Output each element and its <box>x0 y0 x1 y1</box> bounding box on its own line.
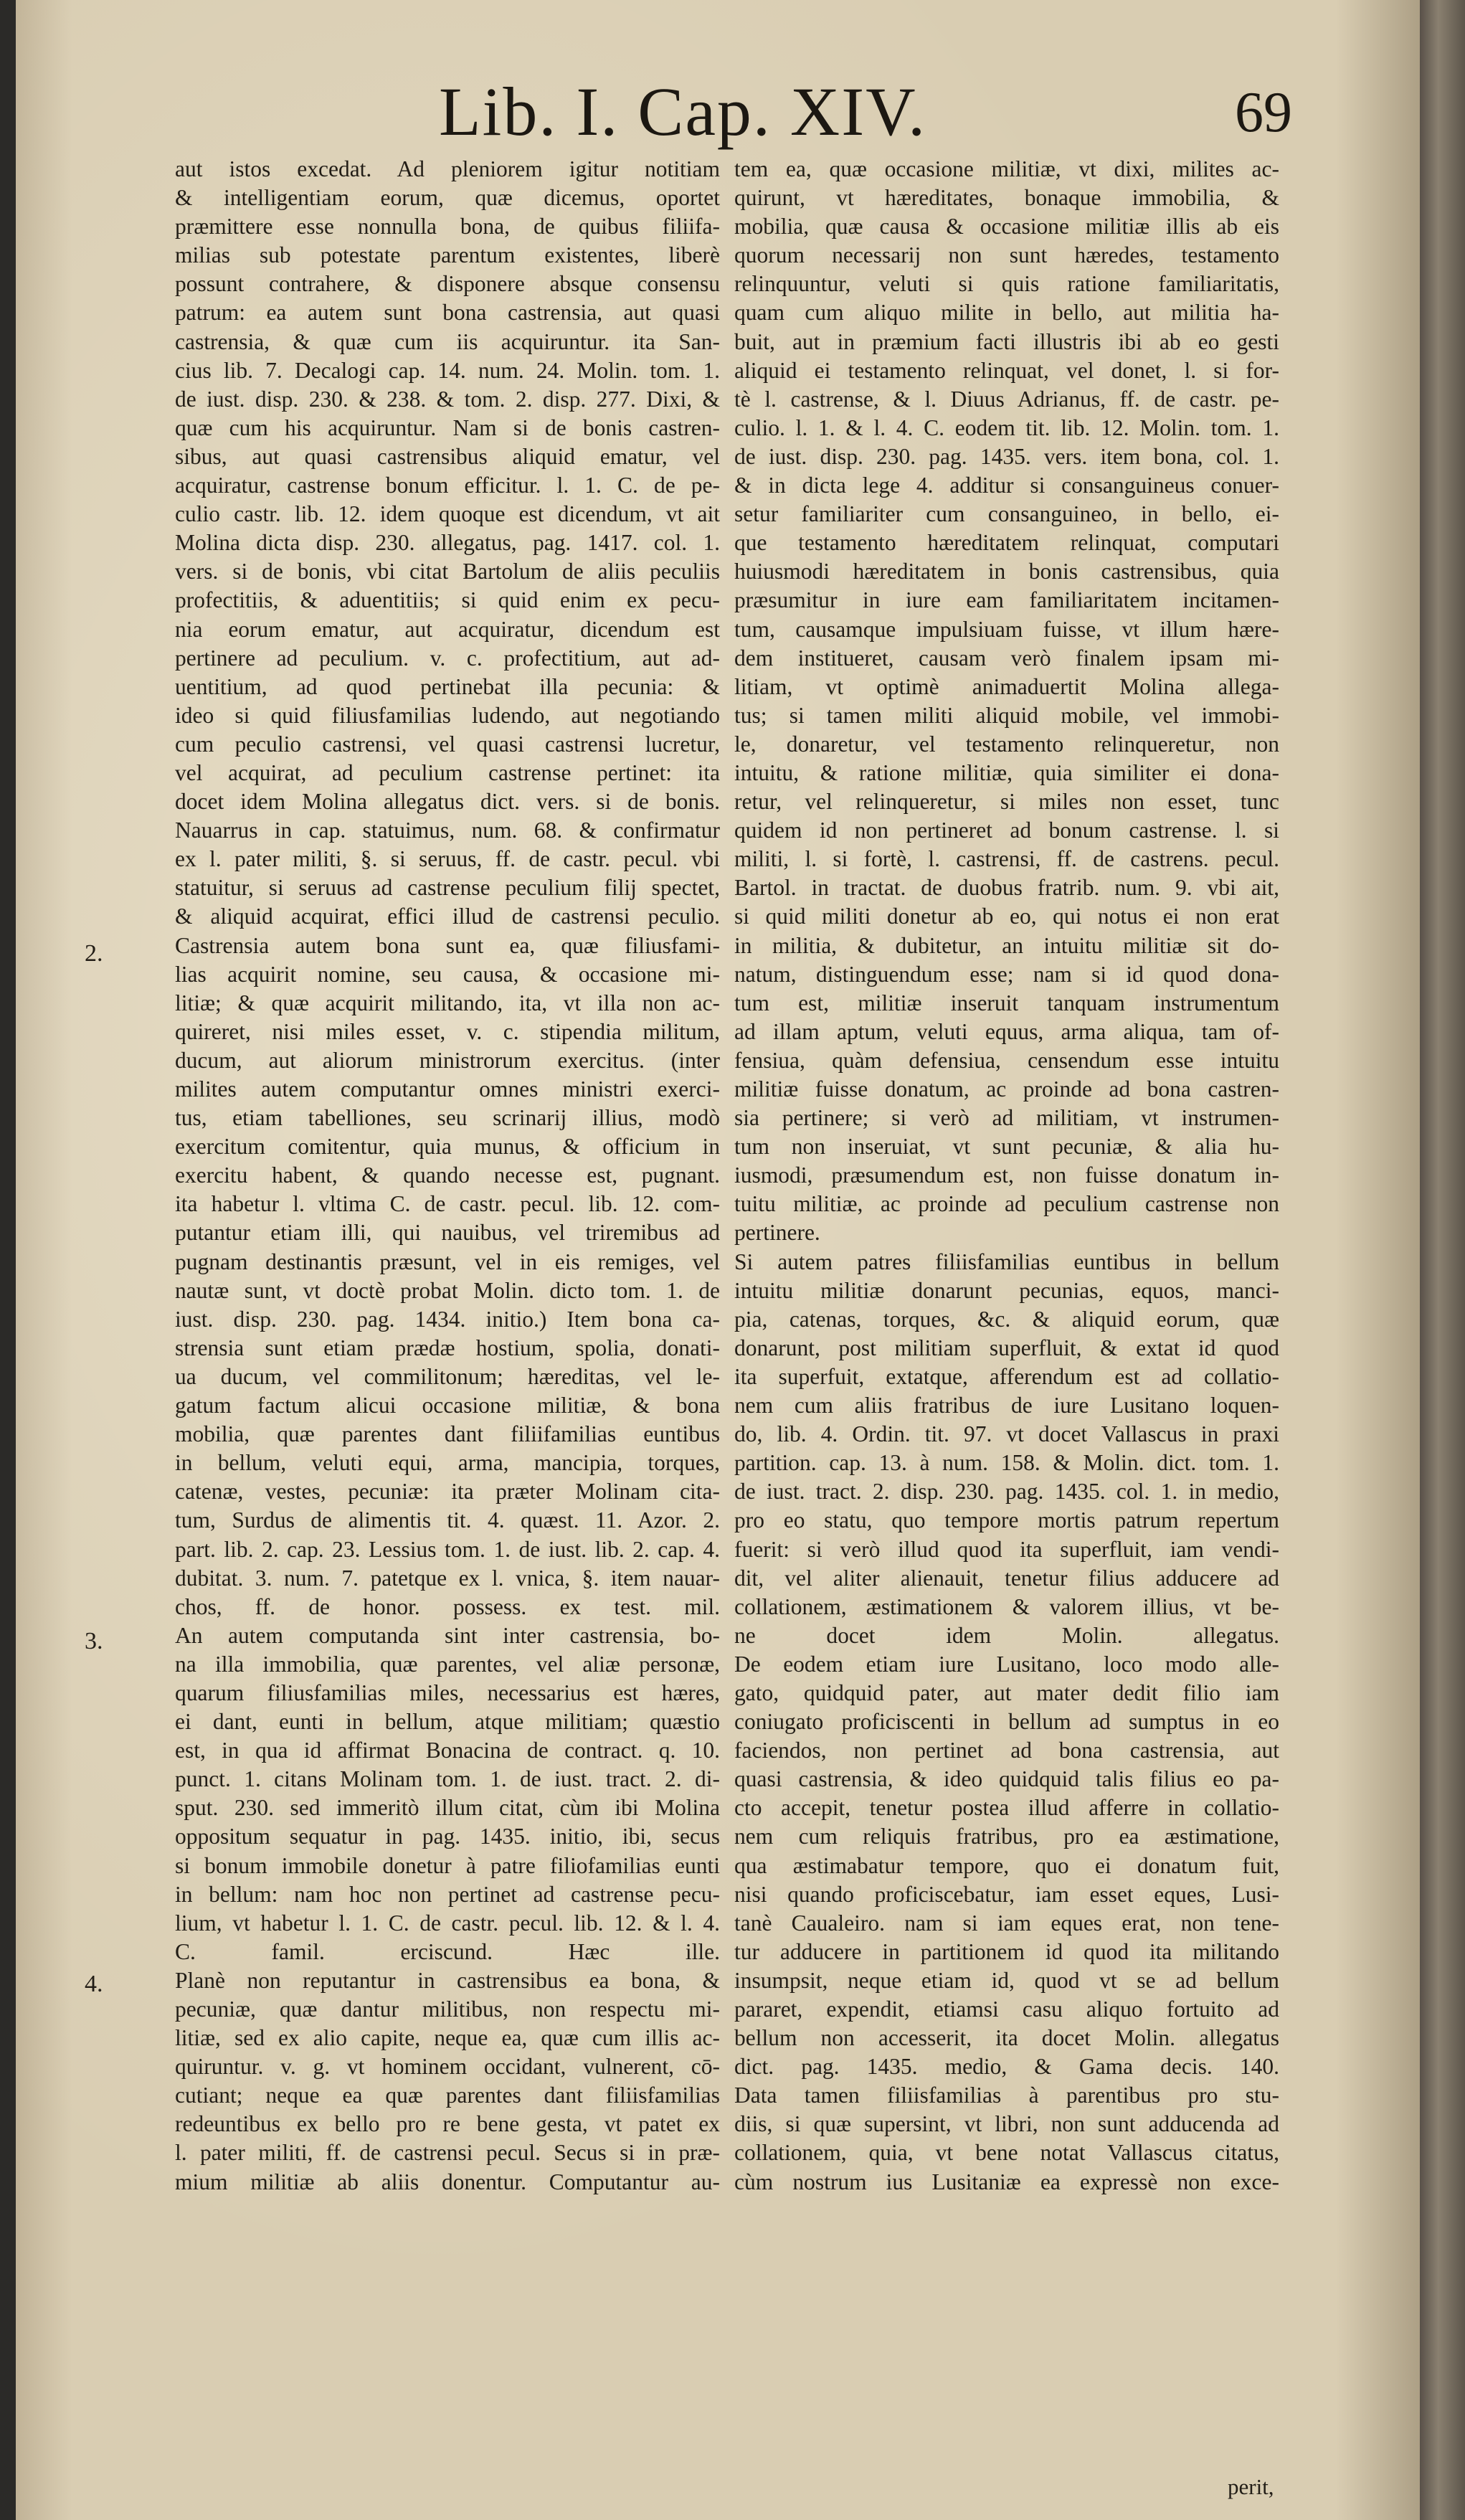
text-line: dit, vel aliter alienauit, tenetur filius adducere ad <box>734 1565 1279 1591</box>
text-line: quirunt, vt hæreditates, bonaque immobilia, & <box>734 185 1279 211</box>
text-line: Planè non reputantur in castrensibus ea bona, & <box>175 1967 720 1993</box>
text-line: cùm nostrum ius Lusitaniæ ea expressè non exce- <box>734 2169 1279 2194</box>
text-line: litiæ, sed ex alio capite, neque ea, quæ cum illis ac- <box>175 2025 720 2051</box>
text-line: si quid militi donetur ab eo, qui notus ei non erat <box>734 904 1279 929</box>
text-line: nisi quando proficiscebatur, iam esset eques, Lusi- <box>734 1881 1279 1907</box>
text-line: part. lib. 2. cap. 23. Lessius tom. 1. de iust. lib. 2. cap. 4. <box>175 1536 720 1562</box>
text-line: possunt contrahere, & disponere absque consensu <box>175 271 720 297</box>
text-line: in bellum: nam hoc non pertinet ad castrense pecu- <box>175 1881 720 1907</box>
right-column <box>734 155 1279 2197</box>
text-line: sput. 230. sed immeritò illum citat, cùm ibi Molina <box>175 1795 720 1821</box>
text-line: mobilia, quæ parentes dant filiifamilias euntibus <box>175 1421 720 1447</box>
text-line: lias acquirit nomine, seu causa, & occasione mi- <box>175 961 720 987</box>
text-line: tus; si tamen militi aliquid mobile, vel immobi- <box>734 702 1279 728</box>
text-line: pugnam destinantis præsunt, vel in eis remiges, vel <box>175 1249 720 1274</box>
text-line: Molina dicta disp. 230. allegatus, pag. 1417. col. 1. <box>175 530 720 556</box>
text-line: mobilia, quæ causa & occasione militiæ illis ab eis <box>734 214 1279 240</box>
page-number: 69 <box>1235 81 1292 144</box>
text-line: militiæ fuisse donatum, ac proinde ad bona castren- <box>734 1076 1279 1102</box>
text-line: & aliquid acquirat, effici illud de castrensi peculio. <box>175 904 720 929</box>
text-line: pecuniæ, quæ dantur militibus, non respectu mi- <box>175 1996 720 2022</box>
text-line: castrensia, & quæ cum iis acquiruntur. ita San- <box>175 328 720 354</box>
text-line: que testamento hæreditatem relinquat, computari <box>734 530 1279 556</box>
text-line: De eodem etiam iure Lusitano, loco modo alle- <box>734 1651 1279 1677</box>
text-line: est, in qua id affirmat Bonacina de contract. q. 10. <box>175 1738 720 1763</box>
text-line: sia pertinere; si verò ad militiam, vt instrumen- <box>734 1105 1279 1131</box>
text-line: tem ea, quæ occasione militiæ, vt dixi, milites ac- <box>734 156 1279 181</box>
margin-number-2: 2. <box>85 940 103 967</box>
text-line: collationem, quia, vt bene notat Vallascus citatus, <box>734 2140 1279 2166</box>
page-header <box>16 63 1420 156</box>
text-line: faciendos, non pertinet ad bona castrensia, aut <box>734 1738 1279 1763</box>
text-line: donarunt, post militiam superfluit, & extat id quod <box>734 1335 1279 1360</box>
text-line: dict. pag. 1435. medio, & Gama decis. 140. <box>734 2054 1279 2080</box>
left-column <box>175 155 720 2197</box>
text-line: quarum filiusfamilias miles, necessarius est hæres, <box>175 1680 720 1705</box>
text-line: le, donaretur, vel testamento relinqueretur, non <box>734 731 1279 757</box>
text-line: na illa immobilia, quæ parentes, vel aliæ personæ, <box>175 1651 720 1677</box>
book-page <box>16 0 1420 2520</box>
text-line: de iust. disp. 230. & 238. & tom. 2. disp. 277. Dixi, & <box>175 386 720 412</box>
text-line: tus, etiam tabelliones, seu scrinarij illius, modò <box>175 1105 720 1131</box>
text-line: Bartol. in tractat. de duobus fratrib. num. 9. vbi ait, <box>734 875 1279 901</box>
text-line: intuitu militiæ donarunt pecunias, equos, manci- <box>734 1277 1279 1303</box>
text-line: sibus, aut quasi castrensibus aliquid ematur, vel <box>175 443 720 469</box>
text-line: cutiant; neque ea quæ parentes dant filiisfamilias <box>175 2083 720 2108</box>
text-line: præsumitur in iure eam familiaritatem incitamen- <box>734 587 1279 613</box>
text-line: nautæ sunt, vt doctè probat Molin. dicto tom. 1. de <box>175 1277 720 1303</box>
text-line: Nauarrus in cap. statuimus, num. 68. & confirmatur <box>175 818 720 843</box>
text-line: in bellum, veluti equi, arma, mancipia, torques, <box>175 1450 720 1476</box>
text-line: setur familiariter cum consanguineo, in bello, ei- <box>734 501 1279 527</box>
text-line: do, lib. 4. Ordin. tit. 97. vt docet Vallascus in praxi <box>734 1421 1279 1447</box>
text-line: pararet, expendit, etiamsi casu aliquo fortuito ad <box>734 1996 1279 2022</box>
text-line: dubitat. 3. num. 7. patetque ex l. vnica, §. item nauar- <box>175 1565 720 1591</box>
text-line: natum, distinguendum esse; nam si id quod dona- <box>734 961 1279 987</box>
text-line: milites autem computantur omnes ministri exerci- <box>175 1076 720 1102</box>
text-line: partition. cap. 13. à num. 158. & Molin. dict. tom. 1. <box>734 1450 1279 1476</box>
text-line: tè l. castrense, & l. Diuus Adrianus, ff. de castr. pe- <box>734 386 1279 412</box>
text-line: qua æstimabatur tempore, quo ei donatum fuit, <box>734 1852 1279 1878</box>
text-line: fuerit: si verò illud quod ita superfluit, iam vendi- <box>734 1536 1279 1562</box>
text-line: huiusmodi hæreditatem in bonis castrensibus, quia <box>734 559 1279 584</box>
text-line: tanè Caualeiro. nam si iam eques erat, non tene- <box>734 1910 1279 1936</box>
text-line: insumpsit, neque etiam id, quod vt se ad bellum <box>734 1967 1279 1993</box>
text-line: docet idem Molina allegatus dict. vers. si de bonis. <box>175 789 720 815</box>
text-line: cius lib. 7. Decalogi cap. 14. num. 24. Molin. tom. 1. <box>175 357 720 383</box>
text-line: putantur etiam illi, qui nauibus, vel triremibus ad <box>175 1220 720 1246</box>
catchword: perit, <box>1228 2474 1274 2499</box>
text-line: profectitiis, & aduentitiis; si quid enim ex pecu- <box>175 587 720 613</box>
running-head: Lib. I. Cap. XIV. <box>439 73 927 150</box>
text-line: culio. l. 1. & l. 4. C. eodem tit. lib. 12. Molin. tom. 1. <box>734 415 1279 440</box>
text-line: pia, catenas, torques, &c. & aliquid eorum, quæ <box>734 1306 1279 1332</box>
text-line: buit, aut in præmium facti illustris ibi ab eo gesti <box>734 328 1279 354</box>
text-line: tum est, militiæ inseruit tanquam instrumentum <box>734 990 1279 1015</box>
text-line: litiæ; & quæ acquirit militando, ita, vt illa non ac- <box>175 990 720 1015</box>
text-line: militi, l. si fortè, l. castrensi, ff. de castrens. pecul. <box>734 846 1279 872</box>
text-line: ita habetur l. vltima C. de castr. pecul. lib. 12. com- <box>175 1191 720 1217</box>
text-line: Castrensia autem bona sunt ea, quæ filiusfami- <box>175 932 720 958</box>
text-line: pertinere ad peculium. v. c. profectitium, aut ad- <box>175 645 720 671</box>
text-line: gato, quidquid pater, aut mater dedit filio iam <box>734 1680 1279 1705</box>
text-line: aut istos excedat. Ad pleniorem igitur notitiam <box>175 156 720 181</box>
text-line: quam cum aliquo milite in bello, aut militia ha- <box>734 300 1279 326</box>
text-line: si bonum immobile donetur à patre filiofamilias eunti <box>175 1852 720 1878</box>
text-line: lium, vt habetur l. 1. C. de castr. pecul. lib. 12. & l. 4. <box>175 1910 720 1936</box>
text-line: nem cum reliquis fratribus, pro ea æstimatione, <box>734 1824 1279 1849</box>
text-line: dem institueret, causam verò finalem ipsam mi- <box>734 645 1279 671</box>
text-line: quæ cum his acquiruntur. Nam si de bonis castren- <box>175 415 720 440</box>
text-line: iusmodi, præsumendum est, non fuisse donatum in- <box>734 1162 1279 1188</box>
book-edge <box>1420 0 1465 2520</box>
text-line: de iust. tract. 2. disp. 230. pag. 1435. col. 1. in medio, <box>734 1479 1279 1505</box>
text-line: redeuntibus ex bello pro re bene gesta, vt patet ex <box>175 2111 720 2137</box>
text-line: & intelligentiam eorum, quæ dicemus, oportet <box>175 185 720 211</box>
text-line: Data tamen filiisfamilias à parentibus pro stu- <box>734 2083 1279 2108</box>
text-line: chos, ff. de honor. possess. ex test. mil. <box>175 1593 720 1619</box>
text-line: cto accepit, tenetur postea illud afferre in collatio- <box>734 1795 1279 1821</box>
text-line: intuitu, & ratione militiæ, quia similiter ei dona- <box>734 759 1279 785</box>
text-line: mium militiæ ab aliis donentur. Computantur au- <box>175 2169 720 2194</box>
text-line: ei dant, eunti in bellum, atque militiam; quæstio <box>175 1709 720 1735</box>
text-line: milias sub potestate parentum existentes, liberè <box>175 242 720 268</box>
text-line: punct. 1. citans Molinam tom. 1. de iust. tract. 2. di- <box>175 1766 720 1792</box>
text-line: diis, si quæ supersint, vt libri, non sunt adducenda ad <box>734 2111 1279 2137</box>
text-line: tum non inseruiat, vt sunt pecuniæ, & alia hu- <box>734 1134 1279 1160</box>
text-line: retur, vel relinqueretur, si miles non esset, tunc <box>734 789 1279 815</box>
text-line: ne docet idem Molin. allegatus. <box>734 1622 1279 1648</box>
text-line: vers. si de bonis, vbi citat Bartolum de aliis peculiis <box>175 559 720 584</box>
text-line: uentitium, ad quod pertinebat illa pecunia: & <box>175 673 720 699</box>
text-line: præmittere esse nonnulla bona, de quibus filiifa- <box>175 214 720 240</box>
text-line: ex l. pater militi, §. si seruus, ff. de castr. pecul. vbi <box>175 846 720 872</box>
text-line: quiruntur. v. g. vt hominem occidant, vulnerent, cō- <box>175 2054 720 2080</box>
text-line: ua ducum, vel commilitonum; hæreditas, vel le- <box>175 1363 720 1389</box>
text-line: strensia sunt etiam prædæ hostium, spolia, donati- <box>175 1335 720 1360</box>
text-line: acquiratur, castrense bonum efficitur. l. 1. C. de pe- <box>175 473 720 498</box>
text-line: tur adducere in partitionem id quod ita militando <box>734 1938 1279 1964</box>
text-line: bellum non accesserit, ita docet Molin. allegatus <box>734 2025 1279 2051</box>
text-line: cum peculio castrensi, vel quasi castrensi lucretur, <box>175 731 720 757</box>
text-line: pro eo statu, quo tempore mortis patrum repertum <box>734 1507 1279 1533</box>
text-line: in militia, & dubitetur, an intuitu militiæ sit do- <box>734 932 1279 958</box>
margin-number-4: 4. <box>85 1971 103 1997</box>
text-line: quasi castrensia, & ideo quidquid talis filius eo pa- <box>734 1766 1279 1792</box>
text-line: l. pater militi, ff. de castrensi pecul. Secus si in præ- <box>175 2140 720 2166</box>
text-line: An autem computanda sint inter castrensia, bo- <box>175 1622 720 1648</box>
margin-number-3: 3. <box>85 1628 103 1654</box>
text-line: exercitum comitentur, quia munus, & officium in <box>175 1134 720 1160</box>
text-line: ducum, aut aliorum ministrorum exercitus. (inter <box>175 1047 720 1073</box>
text-line: quireret, nisi miles esset, v. c. stipendia militum, <box>175 1018 720 1044</box>
text-line: nem cum aliis fratribus de iure Lusitano loquen- <box>734 1393 1279 1418</box>
text-line: vel acquirat, ad peculium castrense pertinet: ita <box>175 759 720 785</box>
text-line: ad illam aptum, veluti equus, arma aliqua, tam of- <box>734 1018 1279 1044</box>
text-line: statuitur, si seruus ad castrense peculium filij spectet, <box>175 875 720 901</box>
text-line: aliquid ei testamento relinquat, vel donet, l. si for- <box>734 357 1279 383</box>
text-line: iust. disp. 230. pag. 1434. initio.) Item bona ca- <box>175 1306 720 1332</box>
text-line: relinquuntur, veluti si quis ratione familiaritatis, <box>734 271 1279 297</box>
text-line: ideo si quid filiusfamilias ludendo, aut negotiando <box>175 702 720 728</box>
text-line: litiam, vt optimè animaduertit Molina allega- <box>734 673 1279 699</box>
text-line: coniugato proficiscenti in bellum ad sumptus in eo <box>734 1709 1279 1735</box>
text-line: & in dicta lege 4. additur si consanguineus conuer- <box>734 473 1279 498</box>
text-line: Si autem patres filiisfamilias euntibus in bellum <box>734 1249 1279 1274</box>
text-line: pertinere. <box>734 1220 820 1246</box>
text-line: exercitu habent, & quando necesse est, pugnant. <box>175 1162 720 1188</box>
text-line: quorum necessarij non sunt hæredes, testamento <box>734 242 1279 268</box>
text-line: quidem id non pertineret ad bonum castrense. l. si <box>734 818 1279 843</box>
text-line: C. famil. erciscund. Hæc ille. <box>175 1938 720 1964</box>
text-line: oppositum sequatur in pag. 1435. initio, ibi, secus <box>175 1824 720 1849</box>
text-line: tuitu militiæ, ac proinde ad peculium castrense non <box>734 1191 1279 1217</box>
text-line: tum, causamque impulsiuam fuisse, vt illum hære- <box>734 616 1279 642</box>
text-line: culio castr. lib. 12. idem quoque est dicendum, vt ait <box>175 501 720 527</box>
text-line: catenæ, vestes, pecuniæ: ita præter Molinam cita- <box>175 1479 720 1505</box>
text-line: patrum: ea autem sunt bona castrensia, aut quasi <box>175 300 720 326</box>
text-line: gatum factum alicui occasione militiæ, & bona <box>175 1393 720 1418</box>
text-line: nia eorum ematur, aut acquiratur, dicendum est <box>175 616 720 642</box>
text-line: de iust. disp. 230. pag. 1435. vers. item bona, col. 1. <box>734 443 1279 469</box>
text-line: fensiua, quàm defensiua, censendum esse intuitu <box>734 1047 1279 1073</box>
text-line: collationem, æstimationem & valorem illius, vt be- <box>734 1593 1279 1619</box>
text-line: ita superfuit, extatque, afferendum est ad collatio- <box>734 1363 1279 1389</box>
text-line: tum, Surdus de alimentis tit. 4. quæst. 11. Azor. 2. <box>175 1507 720 1533</box>
